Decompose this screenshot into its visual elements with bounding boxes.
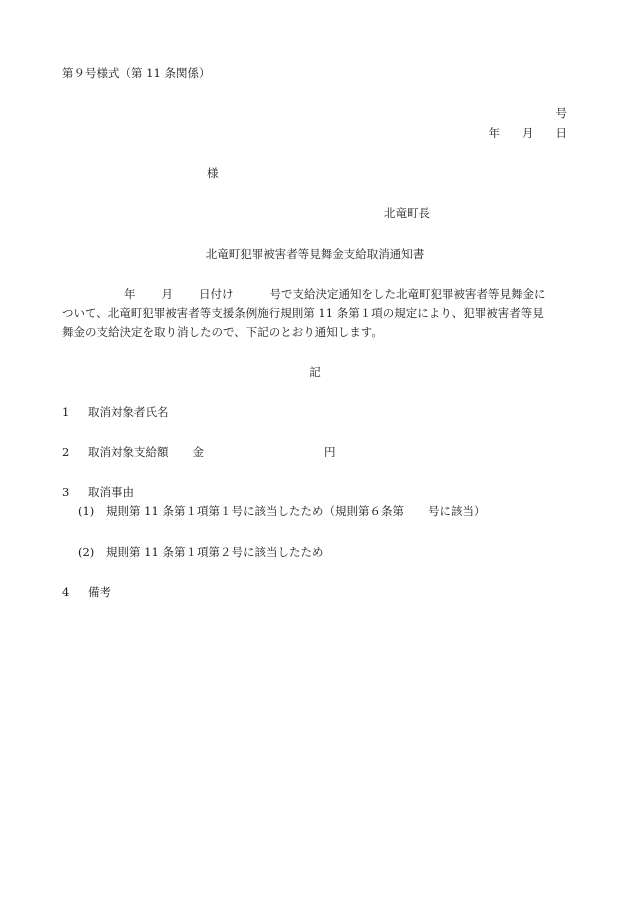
item-1 bbox=[62, 404, 169, 420]
addressee: 様 bbox=[207, 166, 219, 180]
item-3-sub-1-text-b: 号に該当） bbox=[427, 504, 486, 518]
item-3-sub-2 bbox=[78, 544, 323, 560]
body-month: 月 bbox=[161, 287, 173, 301]
item-2-kin: 金 bbox=[192, 445, 204, 459]
item-2-label: 取消対象支給額 bbox=[88, 445, 169, 459]
body-line-2: ついて、北竜町犯罪被害者等支援条例施行規則第 11 条第１項の規定により、犯罪被害者等見 bbox=[62, 306, 544, 320]
date-year: 年 bbox=[488, 126, 500, 140]
body-line-1-rest: 号で支給決定通知をした北竜町犯罪被害者等見舞金に bbox=[269, 287, 546, 301]
item-2 bbox=[62, 444, 336, 460]
body-line-3: 舞金の支給決定を取り消したので、下記のとおり通知します。 bbox=[62, 325, 383, 339]
item-1-number: 1 bbox=[62, 405, 70, 419]
item-3-sub-1-text-a: 規則第 11 条第１項第１号に該当したため（規則第６条第 bbox=[106, 504, 404, 518]
item-4-label: 備考 bbox=[88, 585, 111, 599]
body-dated: 日付け bbox=[199, 287, 234, 301]
date-day: 日 bbox=[555, 126, 567, 140]
item-4-number: 4 bbox=[62, 585, 70, 599]
sender: 北竜町長 bbox=[384, 206, 430, 220]
item-3-number: 3 bbox=[62, 485, 70, 499]
document-title: 北竜町犯罪被害者等見舞金支給取消通知書 bbox=[205, 247, 425, 261]
form-number: 第９号様式（第 11 条関係） bbox=[62, 66, 211, 80]
item-2-number: 2 bbox=[62, 445, 70, 459]
ki-heading: 記 bbox=[309, 365, 321, 379]
date-month: 月 bbox=[522, 126, 534, 140]
item-4 bbox=[62, 584, 111, 600]
item-3-sub-2-number: (2) bbox=[78, 545, 95, 559]
item-3-label: 取消事由 bbox=[88, 485, 134, 499]
document-date bbox=[489, 125, 568, 141]
item-2-yen: 円 bbox=[324, 445, 336, 459]
item-3-sub-1-number: (1) bbox=[78, 504, 95, 518]
body-line-1 bbox=[62, 285, 570, 304]
item-3-sub-1 bbox=[78, 503, 485, 519]
document-number: 号 bbox=[555, 106, 567, 120]
item-3 bbox=[62, 484, 134, 500]
item-1-label: 取消対象者氏名 bbox=[88, 405, 169, 419]
body-year: 年 bbox=[124, 287, 136, 301]
item-3-sub-2-text: 規則第 11 条第１項第２号に該当したため bbox=[106, 545, 324, 559]
body-text bbox=[62, 285, 570, 342]
